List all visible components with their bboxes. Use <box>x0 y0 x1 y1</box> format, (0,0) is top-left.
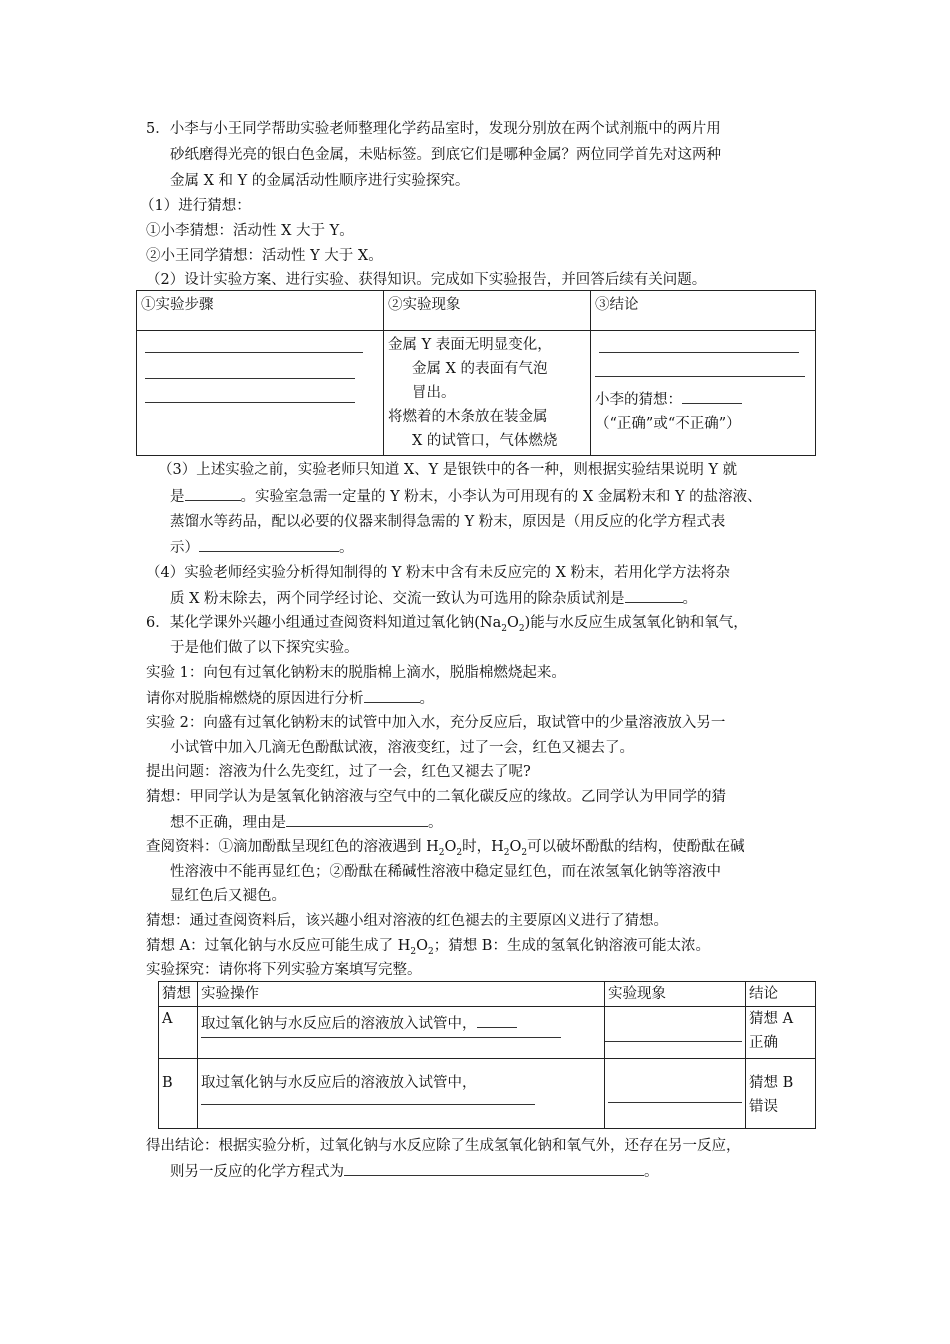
q5-part2: （2）设计实验方案、进行实验、获得知识。完成如下实验报告，并回答后续有关问题。 <box>146 272 707 288</box>
q6-line2: 于是他们做了以下探究实验。 <box>170 640 359 656</box>
q5-part3-line3: 蒸馏水等药品，配以必要的仪器来制得急需的 Y 粉末，原因是（用反应的化学方程式表 <box>170 514 726 530</box>
header-conclusion: 结论 <box>746 982 816 1007</box>
q6-experiment1: 实验 1：向包有过氧化钠粉末的脱脂棉上滴水，脱脂棉燃烧起来。 <box>146 665 566 681</box>
answer-blank[interactable] <box>604 1040 742 1042</box>
answer-blank[interactable] <box>595 375 805 377</box>
conclusion-hint: （“正确”或“不正确”） <box>595 416 741 432</box>
table-header-conclusion: ③结论 <box>591 291 816 331</box>
q6-guess-ab: 猜想 A：过氧化钠与水反应可能生成了 $H_2O_2$；猜想 B：生成的氢氧化钠溶液可能太浓。 <box>146 938 710 957</box>
q5-line3: 金属 X 和 Y 的金属活动性顺序进行实验探究。 <box>170 173 470 189</box>
answer-blank[interactable] <box>145 351 363 353</box>
answer-blank[interactable] <box>682 387 742 404</box>
q5-part3-line2: 是 。实验室急需一定量的 Y 粉末，小李认为可用现有的 X 金属粉末和 Y 的盐溶液、 <box>170 484 762 509</box>
q6-conjecture-line1: 猜想：甲同学认为是氢氧化钠溶液与空气中的二氧化碳反应的缘故。乙同学认为甲同学的猜 <box>146 789 726 805</box>
q6-reference-line2: 性溶液中不能再显红色；②酚酞在稀碱性溶液中稳定显红色，而在浓氢氧化钠等溶液中 <box>170 864 721 880</box>
answer-blank[interactable] <box>145 401 355 403</box>
probe-plan-table <box>158 981 816 1129</box>
answer-blank[interactable] <box>201 1036 561 1038</box>
answer-blank[interactable] <box>201 1103 535 1105</box>
observation-cell <box>384 331 591 456</box>
answer-blank[interactable] <box>199 535 339 552</box>
row-b-conclusion: 猜想 B 错误 <box>746 1059 816 1129</box>
answer-blank[interactable] <box>477 1011 517 1028</box>
observation-line: 冒出。 <box>412 385 456 401</box>
answer-blank[interactable] <box>599 351 799 353</box>
q5-guess2: ②小王同学猜想：活动性 Y 大于 X。 <box>146 248 383 264</box>
q6-reference-line1: 查阅资料：①滴加酚酞呈现红色的溶液遇到 $H_2O_2$时，$H_2O_2$可以破坏酚酞的结构，使酚酞在碱 <box>146 839 745 858</box>
q5-part3-line4: 示） 。 <box>170 535 354 560</box>
answer-blank[interactable] <box>364 686 420 703</box>
answer-blank[interactable] <box>286 810 428 827</box>
row-a-operation: 取过氧化钠与水反应后的溶液放入试管中， <box>198 1007 605 1059</box>
steps-cell <box>137 331 384 456</box>
row-b-guess: B <box>159 1059 198 1129</box>
q5-part3-line1: （3）上述实验之前，实验老师只知道 X、Y 是银铁中的各一种，则根据实验结果说明 Y 就 <box>158 462 738 478</box>
q6-final-line2: 则另一反应的化学方程式为 。 <box>170 1159 659 1184</box>
q6-reference-line3: 显红色后又褪色。 <box>170 888 286 904</box>
q6-conjecture-line2: 想不正确，理由是 。 <box>170 810 443 835</box>
q5-part1: （1）进行猜想： <box>140 198 251 214</box>
row-a-phenomenon <box>605 1007 746 1059</box>
q6-final-line1: 得出结论：根据实验分析，过氧化钠与水反应除了生成氢氧化钠和氧气外，还存在另一反应， <box>146 1138 741 1154</box>
row-b-operation: 取过氧化钠与水反应后的溶液放入试管中， <box>198 1059 605 1129</box>
observation-line: X 的试管口，气体燃烧 <box>412 433 558 449</box>
q6-guess: 猜想：通过查阅资料后，该兴趣小组对溶液的红色褪去的主要原凶义进行了猜想。 <box>146 913 668 929</box>
answer-blank[interactable] <box>185 484 241 501</box>
q6-experiment2-line1: 实验 2：向盛有过氧化钠粉末的试管中加入水，充分反应后，取试管中的少量溶液放入另一 <box>146 715 726 731</box>
header-guess: 猜想 <box>159 982 198 1007</box>
q5-part4-line2: 质 X 粉末除去，两个同学经讨论、交流一致认为可选用的除杂质试剂是 。 <box>170 586 697 611</box>
answer-blank[interactable] <box>608 1101 742 1103</box>
q6-experiment1-question: 请你对脱脂棉燃烧的原因进行分析 。 <box>146 686 434 711</box>
q6-line1: 6．某化学课外兴趣小组通过查阅资料知道过氧化钠$(Na_2O_2)$能与水反应生成氢氧化钠和氧气， <box>146 615 748 634</box>
q5-guess1: ①小李猜想：活动性 X 大于 Y。 <box>146 223 354 239</box>
answer-blank[interactable] <box>344 1159 644 1176</box>
row-a-guess: A <box>159 1007 198 1059</box>
q6-experiment2-line2: 小试管中加入几滴无色酚酞试液，溶液变红，过了一会，红色又褪去了。 <box>170 740 634 756</box>
q5-line2: 砂纸磨得光亮的银白色金属，未贴标签。到底它们是哪种金属？两位同学首先对这两种 <box>170 147 721 163</box>
row-a-conclusion: 猜想 A 正确 <box>746 1007 816 1059</box>
answer-blank[interactable] <box>145 377 355 379</box>
q5-line1: 5．小李与小王同学帮助实验老师整理化学药品室时，发现分别放在两个试剂瓶中的两片用 <box>146 121 721 137</box>
answer-blank[interactable] <box>625 586 683 603</box>
header-operation: 实验操作 <box>198 982 605 1007</box>
conclusion-cell <box>591 331 816 456</box>
table-header-steps: ①实验步骤 <box>137 291 384 331</box>
observation-line: 将燃着的木条放在装金属 <box>388 409 548 425</box>
observation-line: 金属 Y 表面无明显变化， <box>388 337 552 353</box>
header-phenomenon: 实验现象 <box>605 982 746 1007</box>
q6-probe: 实验探究：请你将下列实验方案填写完整。 <box>146 962 422 978</box>
q5-part4-line1: （4）实验老师经实验分析得知制得的 Y 粉末中含有未反应完的 X 粉末，若用化学方法将杂 <box>146 565 731 581</box>
table-header-observation: ②实验现象 <box>384 291 591 331</box>
q6-question: 提出问题：溶液为什么先变红，过了一会，红色又褪去了呢? <box>146 764 531 780</box>
conclusion-label: 小李的猜想： <box>595 392 682 408</box>
experiment-report-table <box>136 290 816 456</box>
row-b-phenomenon <box>605 1059 746 1129</box>
observation-line: 金属 X 的表面有气泡 <box>412 361 548 377</box>
